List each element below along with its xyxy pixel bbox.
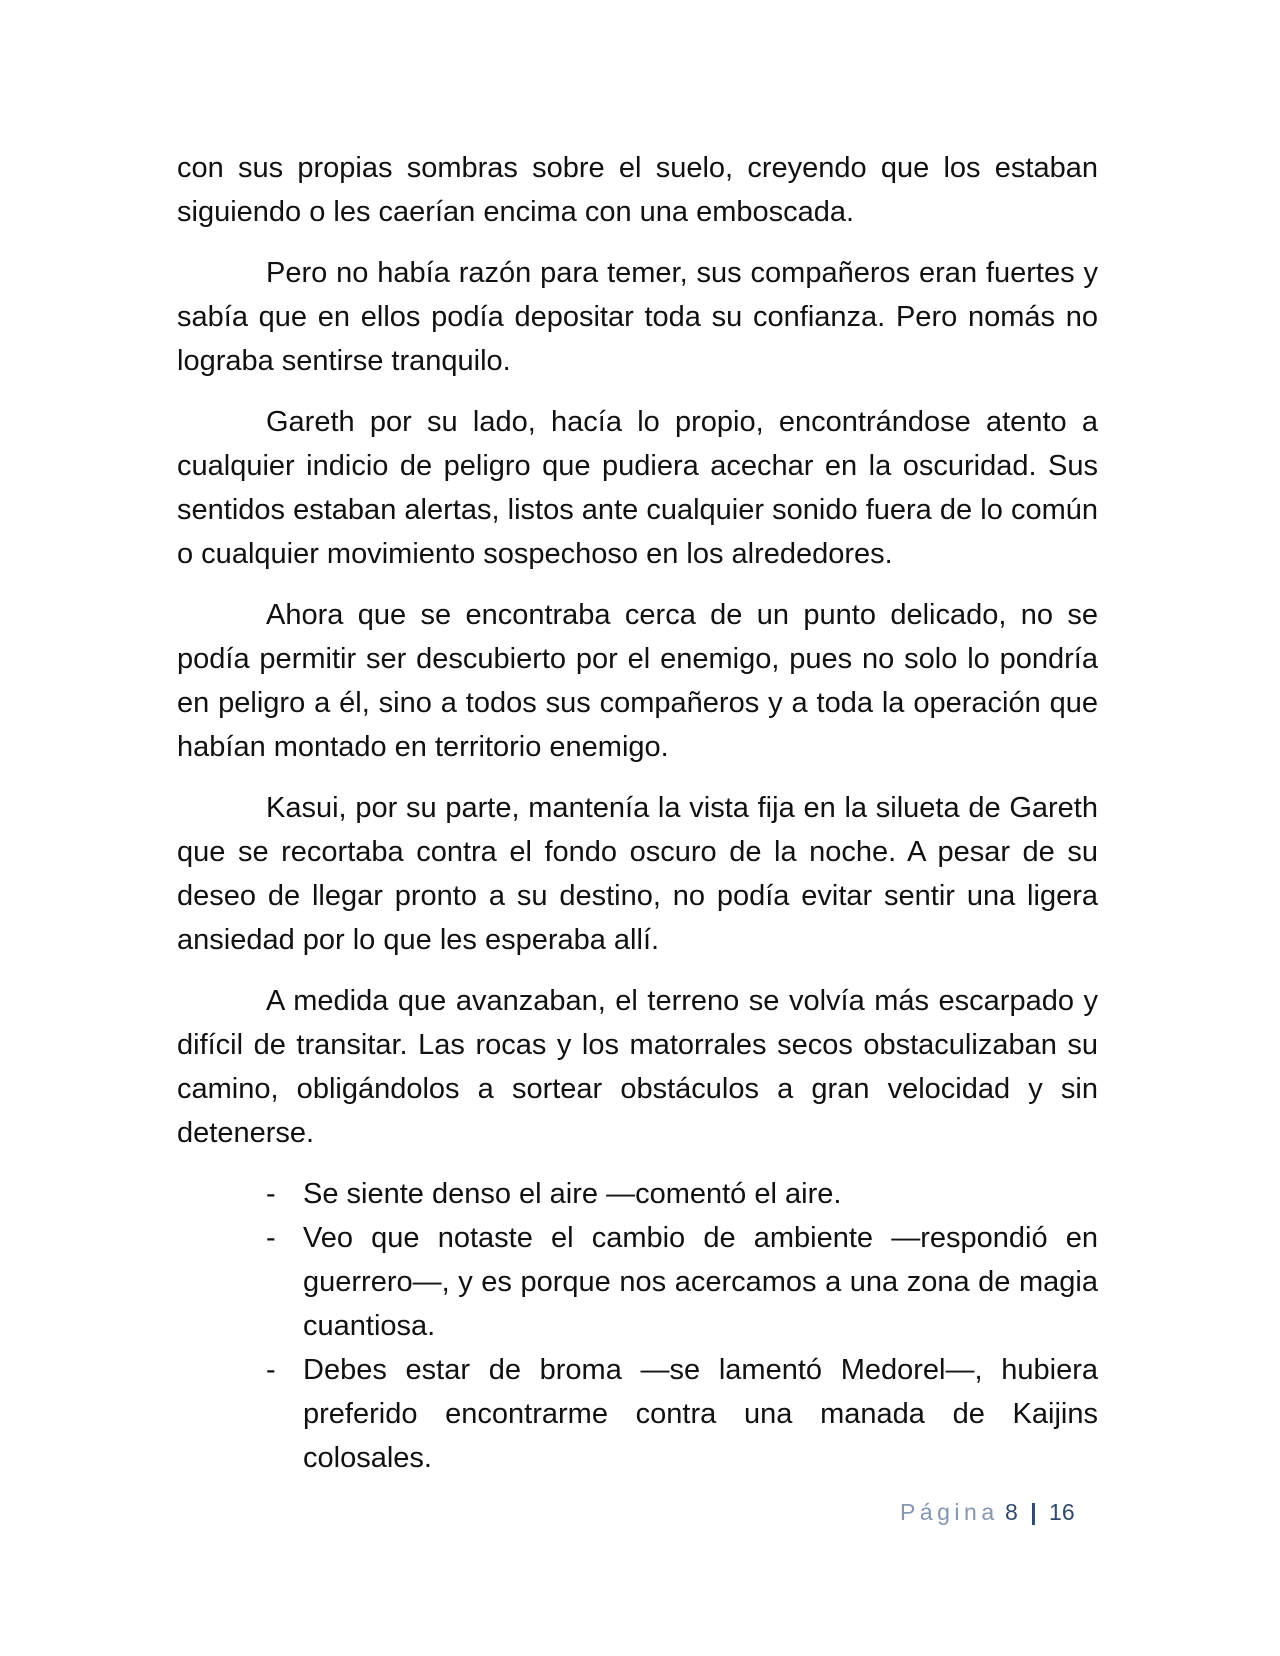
dialogue-line bbox=[177, 1348, 1098, 1480]
page-separator: | bbox=[1030, 1499, 1037, 1525]
paragraph: con sus propias sombras sobre el suelo, creyendo que los estaban siguiendo o les caerían encima con una emboscada. bbox=[177, 152, 1098, 228]
dialogue-text: Se siente denso el aire —comentó el aire. bbox=[303, 1178, 842, 1210]
page-number: 8 bbox=[1005, 1499, 1018, 1525]
dialogue-text: Debes estar de broma —se lamentó Medorel—, hubiera preferido encontrarme contra una manada de Kaijins colosales. bbox=[303, 1354, 1098, 1474]
page-footer bbox=[900, 1497, 1075, 1527]
paragraph: Gareth por su lado, hacía lo propio, encontrándose atento a cualquier indicio de peligro que pudiera acechar en la oscuridad. Sus sentidos estaban alertas, listos ante cualquier sonido fuera de lo común o cualquier movimiento sospechoso en los alrededores. bbox=[177, 406, 1098, 570]
page-total: 16 bbox=[1049, 1499, 1075, 1525]
body-text bbox=[177, 146, 1098, 1480]
page-label: Página bbox=[900, 1499, 999, 1525]
paragraph: Kasui, por su parte, mantenía la vista fija en la silueta de Gareth que se recortaba contra el fondo oscuro de la noche. A pesar de su deseo de llegar pronto a su destino, no podía evitar sentir una ligera ansiedad por lo que les esperaba allí. bbox=[177, 792, 1098, 956]
paragraph: A medida que avanzaban, el terreno se volvía más escarpado y difícil de transitar. Las rocas y los matorrales secos obstaculizaban su camino, obligándolos a sortear obstáculos a gran velocidad y sin detenerse. bbox=[177, 985, 1098, 1149]
paragraph: Pero no había razón para temer, sus compañeros eran fuertes y sabía que en ellos podía depositar toda su confianza. Pero nomás no lograba sentirse tranquilo. bbox=[177, 257, 1098, 377]
dialogue-dash: - bbox=[266, 1354, 276, 1386]
dialogue-line bbox=[177, 1172, 1098, 1216]
paragraph: Ahora que se encontraba cerca de un punto delicado, no se podía permitir ser descubierto por el enemigo, pues no solo lo pondría en peligro a él, sino a todos sus compañeros y a toda la operación que habían montado en territorio enemigo. bbox=[177, 599, 1098, 763]
dialogue-text: Veo que notaste el cambio de ambiente —respondió en guerrero—, y es porque nos acercamos a una zona de magia cuantiosa. bbox=[303, 1222, 1098, 1342]
dialogue-line bbox=[177, 1216, 1098, 1348]
dialogue-list bbox=[177, 1172, 1098, 1480]
dialogue-dash: - bbox=[266, 1178, 276, 1210]
dialogue-dash: - bbox=[266, 1222, 276, 1254]
